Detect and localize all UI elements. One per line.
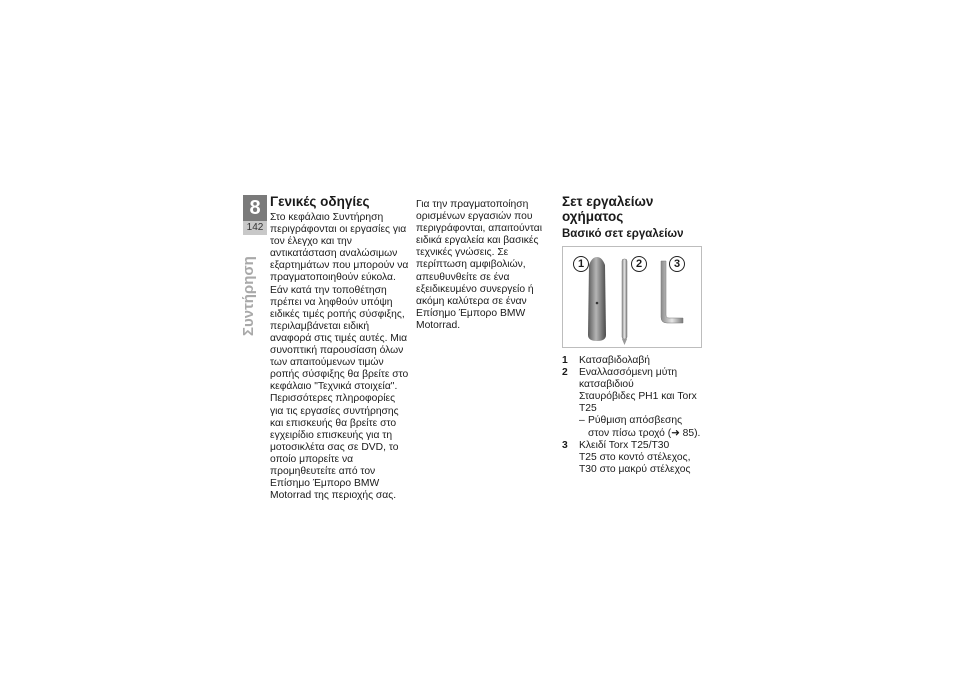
screwdriver-handle — [588, 257, 606, 341]
toolkit-figure — [562, 246, 702, 348]
callout-3: 3 — [669, 256, 685, 272]
column-1 — [270, 194, 410, 502]
page-number: 142 — [243, 221, 267, 235]
callout-2: 2 — [631, 256, 647, 272]
legend-text: Κατσαβιδολαβή — [579, 355, 650, 366]
subheading-basic-toolkit: Βασικό σετ εργαλείων — [562, 228, 684, 240]
section-heading-general: Γενικές οδηγίες — [270, 194, 370, 209]
legend-text: Κλειδί Torx T25/T30 — [579, 439, 670, 451]
legend-subtext: T25 στο κοντό στέλεχος, T30 στο μακρύ στέλεχος — [579, 451, 691, 475]
legend-text: Εναλλασσόμενη μύτη κατσαβιδιού — [579, 367, 678, 391]
legend-item — [562, 440, 704, 452]
legend-item — [562, 355, 704, 367]
paragraph-continuation: Για την πραγματοποίηση ορισμένων εργασιών που περιγράφονται, απαιτούνται ειδικά εργαλεία και βασικές τεχνικές γνώσεις. Σε περίπτωση αμφιβολιών, απευθυνθείτε σε ένα εξειδικευμένο συνεργείο ή ακόμη καλύτερα σε έναν Επίσημο Έμπορο BMW Motorrad. — [416, 199, 542, 331]
legend-item — [562, 367, 704, 391]
screwdriver-bit — [622, 259, 627, 339]
column-3 — [562, 194, 704, 476]
handle-dot — [596, 302, 599, 305]
legend-number: 1 — [562, 355, 568, 366]
legend-subtext: Σταυρόβιδες PH1 και Torx T25 — [579, 391, 697, 415]
callout-1: 1 — [573, 256, 589, 272]
bit-tip — [622, 339, 627, 345]
dash-icon: – — [579, 415, 585, 427]
legend-bullet-text: Ρύθμιση απόσβεσης στον πίσω τροχό (➜ 85). — [588, 415, 701, 439]
column-2 — [416, 199, 558, 332]
chapter-side-title: Συντήρηση — [240, 256, 257, 336]
legend-bullet — [562, 415, 704, 439]
chapter-number: 8 — [243, 195, 267, 221]
legend-number: 2 — [562, 367, 568, 379]
figure-legend — [562, 355, 704, 476]
legend-number: 3 — [562, 439, 568, 451]
paragraph-3: Περισσότερες πληροφορίες για τις εργασίες συντήρησης και επισκευής θα βρείτε στο εγχειρίδιο επισκευής για τη μοτοσικλέτα σας σε DVD, το οποίο μπορείτε να προμηθευτείτε από τον Επίσημο Έμπορο BMW Motorrad της περιοχής σας. — [270, 393, 399, 502]
section-heading-toolkit: Σετ εργαλείων οχήματος — [562, 194, 654, 224]
paragraph-1: Στο κεφάλαιο Συντήρηση περιγράφονται οι εργασίες για τον έλεγχο και την αντικατάσταση αναλώσιμων εξαρτημάτων που μπορούν να πραγματοποιηθούν εύκολα. — [270, 212, 409, 284]
paragraph-2: Εάν κατά την τοποθέτηση πρέπει να ληφθούν υπόψη ειδικές τιμές ροπής σύσφιξης, περιλαμβάνεται ειδική αναφορά στις τιμές αυτές. Μια συνοπτική παρουσίαση όλων των απαιτούμενων τιμών ροπής σύσφιξης θα βρείτε στο κεφάλαιο "Τεχνικά στοιχεία". — [270, 284, 409, 393]
